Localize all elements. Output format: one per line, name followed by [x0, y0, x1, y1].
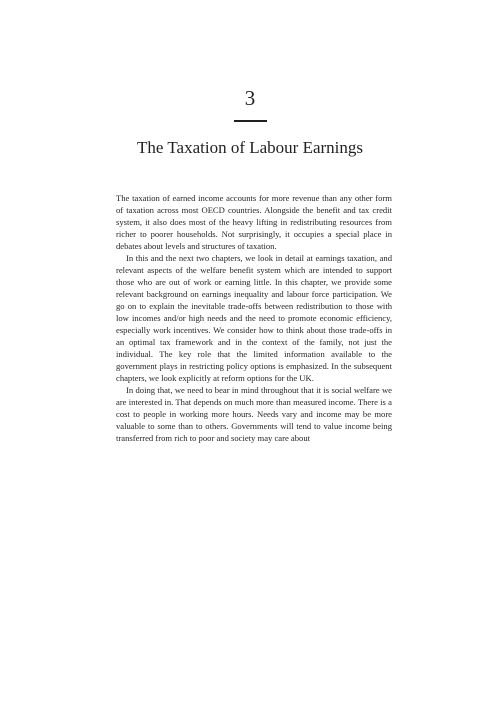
body-text: [116, 192, 392, 444]
chapter-rule: [234, 120, 267, 122]
paragraph-1: The taxation of earned income accounts for more revenue than any other form of taxation across most OECD countries. Alongside the benefit and tax credit system, it also does most of the heavy lifting in redistributing resources from richer to poorer households. Not surprisingly, it occupies a special place in debates about levels and structures of taxation.: [116, 193, 392, 251]
chapter-number: 3: [244, 86, 256, 110]
paragraph-3: In doing that, we need to bear in mind throughout that it is social welfare we are interested in. That depends on much more than measured income. There is a cost to people in working more hours. Needs vary and income may be more valuable to some than to others. Governments will tend to value income being transferred from rich to poor and society may care about: [116, 385, 392, 443]
paragraph-2: In this and the next two chapters, we look in detail at earnings taxation, and relevant aspects of the welfare benefit system which are intended to support those who are out of work or earning little. In this chapter, we provide some relevant background on earnings inequality and labour force participation. We go on to explain the inevitable trade-offs between redistribution to those with low incomes and/or high needs and the need to promote economic efficiency, especially work incentives. We consider how to think about those trade-offs in an optimal tax framework and in the context of the family, not just the individual. The key role that the limited information available to the government plays in restricting policy options is emphasized. In the subsequent chapters, we look explicitly at reform options for the UK.: [116, 253, 392, 383]
chapter-title: The Taxation of Labour Earnings: [136, 138, 364, 157]
